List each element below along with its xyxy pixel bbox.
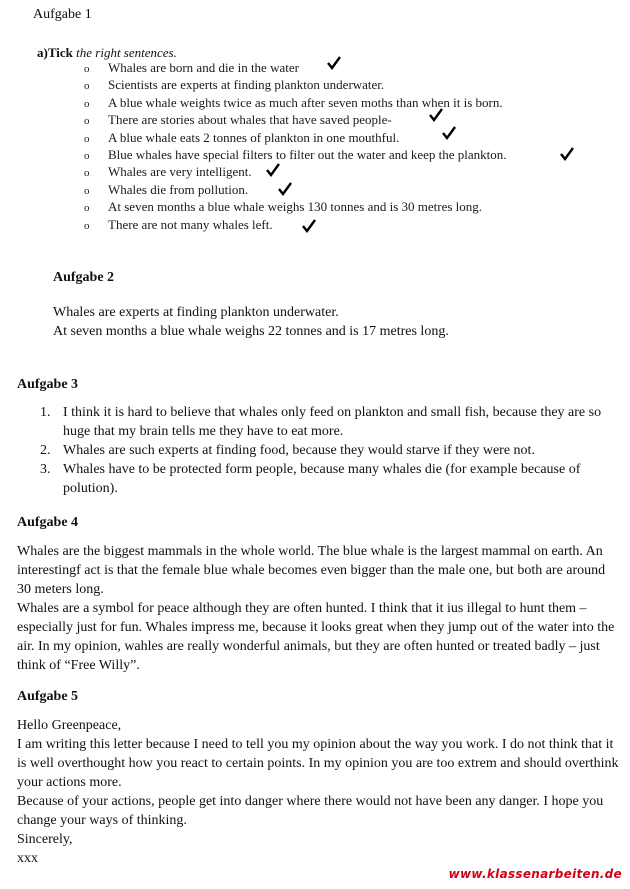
checkmark-icon — [429, 108, 443, 122]
task-text: the right sentences. — [76, 45, 177, 60]
aufgabe4-paragraph: Whales are a symbol for peace although they are often hunted. I think that it ius illegal to hunt them – especially just for fun. Whales impress me, because it looks great when they jump out of the water into the air. In my opinion, wahles are really wonderful animals, but they are often hunted or treated badly – just think of “Free Willy”. — [17, 601, 615, 673]
list-item — [17, 441, 617, 460]
aufgabe4-paragraph: Whales are the biggest mammals in the whole world. The blue whale is the largest mammal on earth. An interestingf act is that the female blue whale becomes even bigger than the male one, but both are around 30 meters long. — [17, 544, 606, 597]
list-number: 1. — [40, 405, 51, 420]
tick-item-text: Blue whales have special filters to filter out the water and keep the plankton. — [108, 146, 507, 162]
tick-item-text: A blue whale weights twice as much after seven moths than when it is born. — [108, 94, 503, 110]
tick-item — [84, 198, 507, 215]
tick-item — [84, 181, 507, 198]
checkmark-icon — [560, 147, 574, 161]
tick-item — [84, 59, 507, 76]
letter-closing: Sincerely, — [17, 832, 73, 847]
tick-item — [84, 76, 507, 93]
tick-item — [84, 163, 507, 180]
bullet-icon: o — [84, 149, 90, 162]
aufgabe3-heading: Aufgabe 3 — [17, 377, 79, 392]
letter-greeting: Hello Greenpeace, — [17, 718, 122, 733]
aufgabe3-list — [17, 403, 617, 498]
list-item — [17, 460, 617, 498]
aufgabe2-heading: Aufgabe 2 — [53, 270, 115, 285]
tick-item — [84, 146, 507, 163]
aufgabe5-heading: Aufgabe 5 — [17, 689, 79, 704]
bullet-icon: o — [84, 115, 90, 128]
bullet-icon: o — [84, 63, 90, 75]
tick-item-text: Whales are born and die in the water — [108, 60, 299, 75]
bullet-icon: o — [84, 97, 90, 110]
bullet-icon: o — [84, 202, 90, 215]
list-number: 2. — [40, 443, 51, 458]
letter-signature: xxx — [17, 851, 38, 866]
aufgabe2-line: Whales are experts at finding plankton underwater. — [53, 305, 339, 320]
tick-item — [84, 94, 507, 111]
aufgabe1-heading: Aufgabe 1 — [33, 7, 92, 22]
task-label: a)Tick — [37, 45, 73, 60]
aufgabe4-heading: Aufgabe 4 — [17, 515, 79, 530]
tick-item-text: There are not many whales left. — [108, 216, 273, 232]
site-watermark: www.klassenarbeiten.de — [448, 867, 622, 881]
checkmark-icon — [327, 56, 341, 70]
list-item-text: Whales are such experts at finding food, because they would starve if they were not. — [63, 443, 535, 458]
list-number: 3. — [40, 462, 51, 477]
aufgabe4-body — [17, 542, 620, 675]
bullet-icon: o — [84, 167, 90, 180]
bullet-icon: o — [84, 184, 90, 197]
list-item-text: I think it is hard to believe that whales only feed on plankton and small fish, because they are so huge that my brain tells me they have to eat more. — [63, 405, 602, 439]
list-item — [17, 403, 617, 441]
tick-item — [84, 129, 507, 146]
checkmark-icon — [302, 219, 316, 233]
tick-item-text: Scientists are experts at finding plankton underwater. — [108, 77, 385, 93]
tick-item-text: A blue whale eats 2 tonnes of plankton in one mouthful. — [108, 129, 400, 145]
list-item-text: Whales have to be protected form people, because many whales die (for example because of polution). — [63, 462, 581, 496]
aufgabe2-line: At seven months a blue whale weighs 22 tonnes and is 17 metres long. — [53, 324, 449, 339]
tick-item-text: At seven months a blue whale weighs 130 tonnes and is 30 metres long. — [108, 199, 483, 215]
tick-item — [84, 216, 507, 233]
bullet-icon: o — [84, 80, 90, 93]
tick-list — [84, 59, 507, 233]
bullet-icon: o — [84, 132, 90, 145]
aufgabe2-body — [53, 303, 613, 341]
checkmark-icon — [266, 163, 280, 177]
aufgabe5-letter — [17, 716, 622, 868]
tick-item-text: Whales die from pollution. — [108, 181, 249, 197]
letter-paragraph: Because of your actions, people get into danger where there would not have been any danger. I hope you change your ways of thinking. — [17, 794, 604, 828]
tick-item-text: There are stories about whales that have saved people- — [108, 112, 392, 128]
checkmark-icon — [442, 126, 456, 140]
letter-paragraph: I am writing this letter because I need to tell you my opinion about the way you work. I do not think that it is well overthought how you react to certain points. In my opinion you are too extrem and should overthink your actions more. — [17, 737, 619, 790]
tick-item-text: Whales are very intelligent. — [108, 164, 252, 180]
bullet-icon: o — [84, 219, 90, 232]
checkmark-icon — [278, 182, 292, 196]
